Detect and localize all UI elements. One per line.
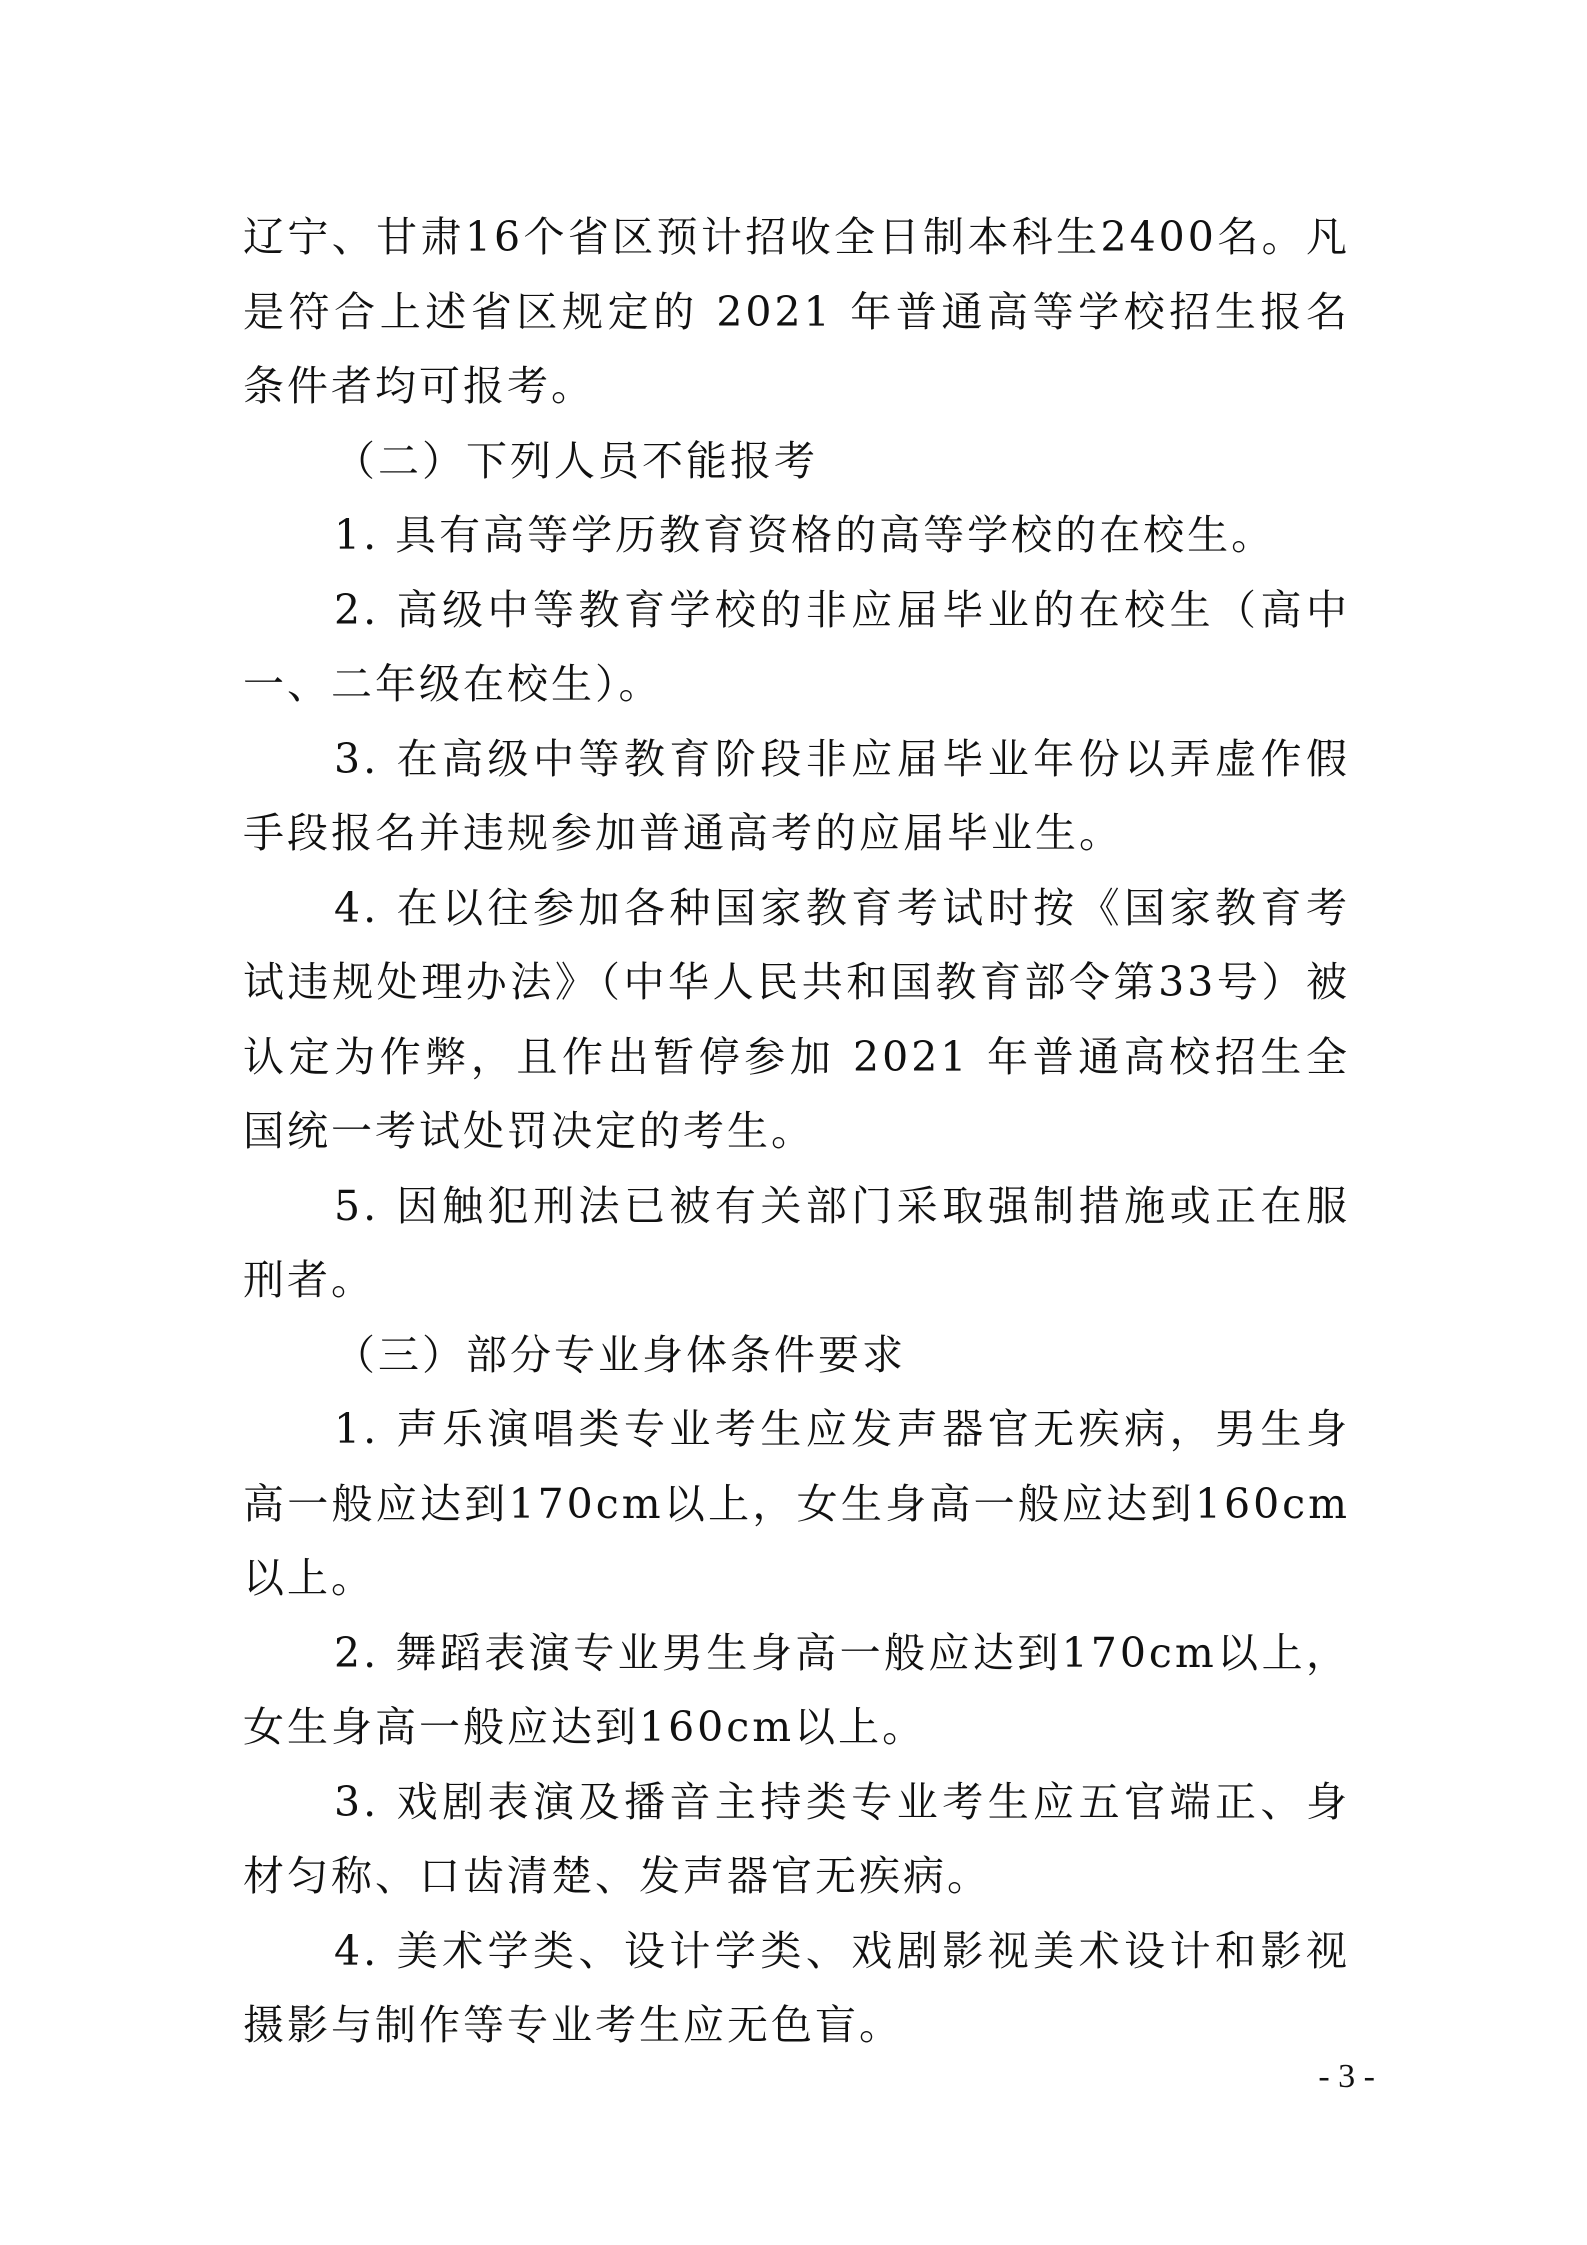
page-number: - 3 - [1318, 2058, 1375, 2095]
list-item: 5. 因触犯刑法已被有关部门采取强制措施或正在服刑者。 [243, 1181, 1350, 1304]
list-item: 4. 美术学类、设计学类、戏剧影视美术设计和影视摄影与制作等专业考生应无色盲。 [243, 1926, 1350, 2049]
list-item: 3. 在高级中等教育阶段非应届毕业年份以弄虚作假手段报名并违规参加普通高考的应届毕业生。 [243, 734, 1350, 857]
paragraph-continuation: 辽宁、甘肃16个省区预计招收全日制本科生2400名。凡是符合上述省区规定的 2021 年普通高等学校招生报名条件者均可报考。 [243, 213, 1350, 410]
list-item: 2. 高级中等教育学校的非应届毕业的在校生（高中一、二年级在校生）。 [243, 585, 1350, 708]
list-item: 3. 戏剧表演及播音主持类专业考生应五官端正、身材匀称、口齿清楚、发声器官无疾病。 [243, 1777, 1350, 1900]
document-body [243, 200, 1350, 2063]
list-item: 1. 具有高等学历教育资格的高等学校的在校生。 [334, 511, 1276, 559]
section-heading-physical: （三）部分专业身体条件要求 [334, 1330, 906, 1379]
section-heading-prohibited: （二）下列人员不能报考 [334, 436, 818, 485]
list-item: 2. 舞蹈表演专业男生身高一般应达到170cm以上，女生身高一般应达到160cm以上。 [243, 1628, 1350, 1751]
list-item: 4. 在以往参加各种国家教育考试时按《国家教育考试违规处理办法》（中华人民共和国教育部令第33号）被认定为作弊，且作出暂停参加 2021 年普通高校招生全国统一考试处罚决定的考生。 [243, 883, 1350, 1155]
list-item: 1. 声乐演唱类专业考生应发声器官无疾病，男生身高一般应达到170cm以上，女生身高一般应达到160cm以上。 [243, 1405, 1350, 1602]
